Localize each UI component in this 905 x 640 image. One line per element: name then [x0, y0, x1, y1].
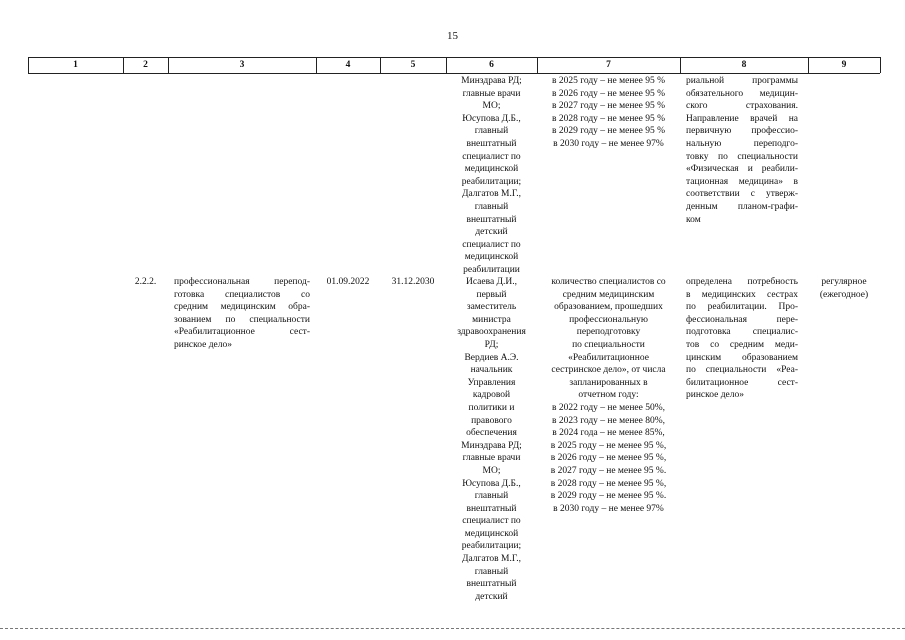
text-line: в медицинских сестрах — [686, 289, 798, 300]
column-header-7: 7 — [606, 60, 611, 70]
text-line: товку по специальности — [686, 151, 798, 162]
text-line: сестринское дело», от числа — [551, 365, 666, 376]
row2-start-date: 01.09.2022 — [326, 277, 370, 287]
text-line: внештатный — [466, 214, 517, 225]
text-line: «Реабилитационное — [568, 352, 649, 363]
text-line: внештатный — [466, 503, 517, 514]
text-line: специалист по — [462, 239, 521, 250]
column-header-6: 6 — [489, 60, 494, 70]
text-line: начальник — [470, 365, 513, 376]
text-line: детский — [475, 227, 508, 238]
text-line: детский — [475, 591, 508, 602]
text-line: нальную переподго- — [686, 138, 798, 149]
text-line: тов со средним меди- — [686, 339, 798, 350]
text-line: образованием, прошедших — [554, 302, 663, 313]
text-line: МО; — [482, 101, 501, 112]
text-line: в 2026 году – не менее 95 % — [551, 88, 666, 99]
text-line: в 2026 году – не менее 95 %, — [550, 453, 667, 464]
text-line: Исаева Д.И., — [465, 277, 518, 287]
text-line: медицинской — [464, 252, 519, 263]
text-line: средним медицинским обра- — [174, 302, 310, 313]
text-line: обеспечения — [466, 428, 517, 439]
text-line: МО; — [482, 465, 501, 476]
column-header-2: 2 — [143, 60, 148, 70]
text-line: запланированных в — [569, 377, 648, 388]
text-line: ского страхования. — [686, 101, 798, 112]
text-line: в 2029 году – не менее 95 %. — [550, 491, 667, 502]
row2-periodicity-cell — [808, 276, 880, 301]
text-line: главные врачи — [462, 453, 521, 464]
text-line: главный — [474, 126, 509, 137]
text-line: тационная медицина» в — [686, 176, 798, 187]
text-line: Далгатов М.Г., — [461, 189, 522, 200]
text-line: политики и — [468, 402, 515, 413]
page-bottom-edge — [0, 628, 905, 629]
row1-responsible-cell — [446, 75, 537, 277]
row2-activity-cell — [174, 276, 310, 352]
text-line: цинским образованием — [686, 352, 798, 363]
text-line: внештатный — [466, 138, 517, 149]
text-line: в 2028 году – не менее 95 % — [551, 113, 666, 124]
text-line: готовка специалистов со — [174, 289, 310, 300]
text-line: здравоохранения — [457, 327, 526, 338]
text-line: количество специалистов со — [551, 277, 666, 287]
page-number: 15 — [447, 30, 458, 42]
table-header-bottom-border — [28, 73, 880, 74]
row2-end-date: 31.12.2030 — [391, 277, 435, 287]
text-line: переподготовку — [576, 327, 641, 338]
text-line: специалист по — [462, 516, 521, 527]
text-line: правового — [471, 415, 512, 426]
text-line: Минздрава РД; — [461, 76, 522, 86]
text-line: в 2023 году – не менее 80%, — [551, 415, 666, 426]
text-line: Юсупова Д.Б., — [462, 478, 521, 489]
column-header-3: 3 — [239, 60, 245, 70]
row2-result-cell — [686, 276, 798, 402]
row1-result-cell — [686, 75, 798, 226]
text-line: главный — [474, 201, 509, 212]
text-line: реабилитации; — [461, 541, 522, 552]
text-line: билитационное сест- — [686, 377, 798, 388]
text-line: фессиональная пере- — [686, 314, 798, 325]
text-line: по специальности — [572, 339, 645, 350]
column-header-9: 9 — [841, 60, 847, 70]
text-line: регулярное — [821, 277, 867, 287]
text-line: ринское дело» — [686, 390, 745, 401]
text-line: главный — [474, 566, 509, 577]
text-line: Юсупова Д.Б., — [462, 113, 521, 124]
text-line: «Реабилитационное сест- — [174, 327, 310, 338]
text-line: обязательного медицин- — [686, 88, 798, 99]
text-line: денным планом-графи- — [686, 201, 798, 212]
text-line: ком — [686, 214, 701, 225]
text-line: реабилитации; — [461, 176, 522, 187]
table-header-top-border — [28, 57, 880, 58]
text-line: главные врачи — [462, 88, 521, 99]
text-line: кадровой — [472, 390, 511, 401]
text-line: в 2030 году – не менее 97% — [553, 503, 664, 514]
text-line: министра — [472, 314, 511, 325]
text-line: профессиональная перепод- — [174, 277, 310, 287]
text-line: Направление врачей на — [686, 113, 798, 124]
text-line: ринское дело» — [174, 339, 233, 350]
text-line: медицинской — [464, 164, 519, 175]
text-line: в 2028 году – не менее 95 %, — [550, 478, 667, 489]
text-line: реабилитации — [463, 264, 520, 275]
text-line: отчетном году: — [578, 390, 639, 401]
text-line: первичную профессио- — [686, 126, 798, 137]
text-line: по специальности «Реа- — [686, 365, 798, 376]
text-line: профессиональную — [569, 314, 648, 325]
column-divider — [880, 57, 881, 73]
text-line: «Физическая и реабили- — [686, 164, 798, 175]
text-line: определена потребность — [686, 277, 798, 287]
column-header-1: 1 — [73, 60, 78, 70]
text-line: в 2027 году – не менее 95 %. — [550, 465, 667, 476]
text-line: Минздрава РД; — [461, 440, 522, 451]
text-line: в 2025 году – не менее 95 %, — [550, 440, 667, 451]
text-line: риальной программы — [686, 76, 798, 86]
text-line: соответствии с утверж- — [686, 189, 798, 200]
text-line: зованием по специальности — [174, 314, 310, 325]
text-line: РД; — [484, 339, 499, 350]
text-line: по реабилитации. Про- — [686, 302, 798, 313]
text-line: заместитель — [466, 302, 517, 313]
column-header-8: 8 — [741, 60, 747, 70]
row1-indicator-cell — [537, 75, 680, 151]
text-line: в 2025 году – не менее 95 % — [551, 76, 666, 86]
text-line: в 2024 года – не менее 85%, — [552, 428, 665, 439]
row2-indicator-cell — [537, 276, 680, 515]
text-line: подготовка специалис- — [686, 327, 798, 338]
row2-responsible-cell — [446, 276, 537, 603]
text-line: специалист по — [462, 151, 521, 162]
text-line: Далгатов М.Г., — [461, 554, 522, 565]
text-line: медицинской — [464, 528, 519, 539]
text-line: Управления — [467, 377, 516, 388]
row2-item-number: 2.2.2. — [134, 277, 157, 287]
text-line: в 2030 году – не менее 97% — [553, 138, 664, 149]
text-line: в 2029 году – не менее 95 % — [551, 126, 666, 137]
text-line: (ежегодное) — [819, 289, 869, 300]
text-line: Вердиев А.Э. — [464, 352, 519, 363]
text-line: первый — [476, 289, 507, 300]
column-header-5: 5 — [410, 60, 416, 70]
text-line: средним медицинским — [562, 289, 655, 300]
text-line: главный — [474, 491, 509, 502]
text-line: в 2027 году – не менее 95 % — [551, 101, 666, 112]
text-line: в 2022 году – не менее 50%, — [551, 402, 666, 413]
text-line: внештатный — [466, 579, 517, 590]
column-header-4: 4 — [345, 60, 351, 70]
